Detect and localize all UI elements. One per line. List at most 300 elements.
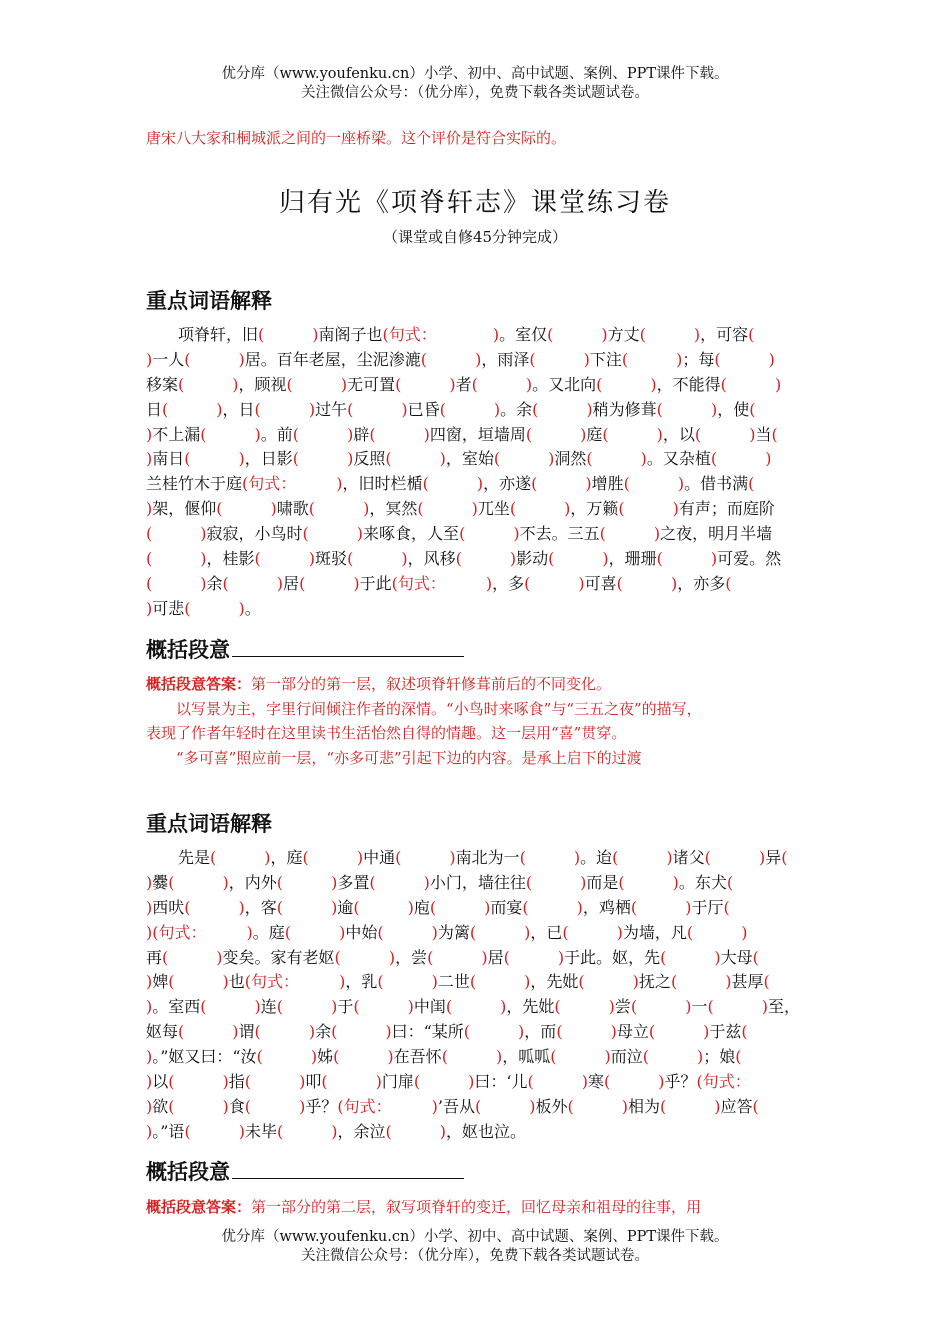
blank-bracket[interactable]: ) [714, 1096, 721, 1116]
blank-bracket[interactable]: ) [222, 972, 229, 992]
blank-bracket[interactable]: ( [618, 499, 625, 519]
blank-bracket[interactable]: ) [146, 1121, 153, 1141]
blank-bracket[interactable]: ) [340, 374, 348, 394]
sentence-pattern-marker: 句式： [397, 573, 438, 593]
blank-bracket[interactable]: ) [557, 947, 565, 967]
blank-bracket[interactable]: ) [697, 1047, 704, 1067]
blank-bracket[interactable]: ) [431, 1096, 438, 1116]
blank-bracket[interactable]: ) [407, 897, 414, 917]
blank-bracket[interactable]: ) [423, 872, 430, 892]
blank-bracket[interactable]: ) [356, 848, 364, 867]
blank-bracket[interactable]: ) [576, 897, 583, 917]
blank-bracket[interactable]: ( [752, 947, 759, 967]
blank-bracket[interactable]: ( [184, 897, 191, 917]
blank-bracket[interactable]: ( [648, 1022, 656, 1042]
blank-bracket[interactable]: ( [244, 1072, 252, 1092]
blank-bracket[interactable]: ( [284, 922, 292, 942]
blank-bracket[interactable]: ) [725, 972, 732, 992]
blank-bracket[interactable]: ( [331, 1022, 338, 1042]
blank-bracket[interactable]: ( [168, 1096, 175, 1116]
blank-bracket[interactable]: ) [146, 449, 153, 469]
blank-bracket[interactable]: ( [222, 573, 229, 593]
blank-bracket[interactable]: ( [178, 1022, 185, 1042]
blank-bracket[interactable]: ) [714, 947, 721, 967]
blank-bracket[interactable]: ) [768, 349, 775, 369]
blank-bracket[interactable]: ) [758, 848, 766, 867]
blank-bracket[interactable]: ( [656, 549, 663, 569]
blank-bracket[interactable]: ) [387, 1047, 394, 1067]
blank-bracket[interactable]: ( [146, 573, 153, 593]
page-footer [0, 1228, 950, 1266]
blank-bracket[interactable]: ) [200, 573, 207, 593]
blank-bracket[interactable]: ( [660, 947, 667, 967]
blank-bracket[interactable]: ( [529, 349, 536, 369]
blank-bracket[interactable]: ) [495, 1047, 503, 1067]
blank-bracket[interactable]: ) [363, 499, 370, 519]
blank-bracket[interactable]: ( [525, 424, 533, 444]
blank-bracket[interactable]: ( [286, 374, 293, 394]
blank-bracket[interactable]: ( [604, 1072, 611, 1092]
blank-bracket[interactable]: ) [640, 449, 647, 469]
blank-bracket[interactable]: ( [292, 424, 300, 444]
blank-bracket[interactable]: ) [741, 922, 748, 942]
blank-bracket[interactable]: ) [407, 997, 414, 1017]
blank-bracket[interactable]: ) [580, 424, 587, 444]
answer-line: 第一部分的第二层，叙写项脊轩的变迁，回忆母亲和祖母的往事，用 [251, 1198, 702, 1216]
blank-bracket[interactable]: ( [184, 598, 191, 618]
blank-bracket[interactable]: ) [509, 549, 517, 569]
blank-bracket[interactable]: ) [388, 947, 396, 967]
blank-bracket[interactable]: ( [686, 922, 694, 942]
blank-bracket[interactable]: ( [532, 399, 539, 419]
blank-bracket[interactable]: ( [548, 549, 555, 569]
blank-bracket[interactable]: ( [720, 374, 727, 394]
blank-bracket[interactable]: ) [621, 1096, 628, 1116]
blank-bracket[interactable]: ( [531, 474, 538, 494]
blank-bracket[interactable]: ( [184, 449, 191, 469]
blank-bracket[interactable]: ( [244, 1096, 252, 1116]
blank-bracket[interactable]: ( [670, 972, 678, 992]
blank-bracket[interactable]: ) [761, 997, 768, 1017]
summary-answer-line[interactable] [232, 1158, 464, 1179]
blank-bracket[interactable]: ) [685, 897, 692, 917]
blank-bracket[interactable]: ) [656, 424, 663, 444]
blank-bracket[interactable]: ) [710, 549, 718, 569]
blank-bracket[interactable]: ( [562, 922, 569, 942]
blank-bracket[interactable]: ( [503, 947, 510, 967]
page-title: 归有光《项脊轩志》课堂练习卷 [278, 188, 671, 218]
blank-bracket[interactable]: ( [439, 399, 446, 419]
blank-bracket[interactable]: ( [369, 872, 376, 892]
blank-bracket[interactable]: ) [331, 997, 338, 1017]
blank-bracket[interactable]: ) [484, 897, 491, 917]
blank-bracket[interactable]: ) [299, 1096, 306, 1116]
blank-bracket[interactable]: ) [485, 573, 493, 593]
blank-bracket[interactable]: ( [152, 922, 159, 942]
blank-bracket[interactable]: ) [439, 449, 446, 469]
blank-bracket[interactable]: ) [548, 449, 555, 469]
blank-bracket[interactable]: ( [353, 897, 360, 917]
blank-bracket[interactable]: ) [610, 1022, 617, 1042]
blank-bracket[interactable]: ) [146, 1072, 153, 1092]
blank-bracket[interactable]: ( [748, 325, 755, 344]
blank-bracket[interactable]: ( [696, 1072, 703, 1092]
blank-bracket[interactable]: ( [596, 374, 603, 394]
blank-bracket[interactable]: ) [583, 349, 590, 369]
blank-bracket[interactable]: ) [299, 1072, 306, 1092]
blank-bracket[interactable]: ) [765, 449, 772, 469]
blank-bracket[interactable]: ) [146, 499, 153, 519]
blank-bracket[interactable]: ( [302, 848, 309, 867]
blank-bracket[interactable]: ( [752, 1096, 759, 1116]
blank-bracket[interactable]: ) [658, 1072, 665, 1092]
blank-bracket[interactable]: ( [168, 1072, 175, 1092]
blank-bracket[interactable]: ) [493, 399, 501, 419]
blank-bracket[interactable]: ( [735, 1047, 742, 1067]
section1-heading: 重点词语解释 [146, 289, 272, 313]
blank-bracket[interactable]: ( [599, 524, 606, 544]
blank-bracket[interactable]: ) [666, 848, 673, 867]
blank-bracket[interactable]: ) [238, 1121, 245, 1141]
blank-bracket[interactable]: ) [693, 325, 701, 344]
blank-bracket[interactable]: ) [703, 1022, 710, 1042]
blank-bracket[interactable]: ( [276, 997, 284, 1017]
blank-bracket[interactable]: ) [385, 1022, 392, 1042]
blank-bracket[interactable]: ) [264, 848, 271, 867]
blank-bracket[interactable]: ( [524, 573, 531, 593]
exercise-line: 再( )变矣。家有老妪( )，尝( )居( )于此。妪，先( )大母( [146, 947, 759, 967]
blank-bracket[interactable]: ) [632, 972, 639, 992]
blank-bracket[interactable]: ) [146, 1096, 153, 1116]
blank-bracket[interactable]: ( [347, 549, 354, 569]
blank-bracket[interactable]: ) [238, 449, 245, 469]
blank-bracket[interactable]: ) [238, 897, 245, 917]
blank-bracket[interactable]: ) [146, 349, 153, 369]
blank-bracket[interactable]: ) [200, 549, 207, 569]
blank-bracket[interactable]: ( [308, 499, 316, 519]
blank-bracket[interactable]: ( [292, 449, 300, 469]
blank-bracket[interactable]: ( [578, 972, 585, 992]
blank-bracket[interactable]: ) [492, 325, 500, 344]
blank-bracket[interactable]: ( [725, 573, 732, 593]
blank-bracket[interactable]: ) [353, 573, 360, 593]
blank-bracket[interactable]: ) [200, 524, 207, 544]
blank-bracket[interactable]: ) [475, 349, 482, 369]
blank-bracket[interactable]: ( [471, 374, 478, 394]
blank-bracket[interactable]: ( [254, 399, 261, 419]
blank-bracket[interactable]: ) [238, 598, 245, 618]
blank-bracket[interactable]: ( [556, 1022, 563, 1042]
blank-bracket[interactable]: ( [704, 848, 711, 867]
blank-bracket[interactable]: ) [578, 573, 585, 593]
blank-bracket[interactable]: ) [586, 399, 593, 419]
blank-bracket[interactable]: ( [741, 1022, 748, 1042]
blank-bracket[interactable]: ) [347, 424, 354, 444]
blank-bracket[interactable]: ( [184, 1121, 191, 1141]
blank-bracket[interactable]: ) [146, 897, 153, 917]
blank-bracket[interactable]: ( [509, 499, 517, 519]
blank-bracket[interactable]: ( [216, 499, 223, 519]
blank-bracket[interactable]: ) [481, 947, 488, 967]
blank-bracket[interactable]: ( [146, 524, 153, 544]
blank-bracket[interactable]: ) [749, 424, 756, 444]
blank-bracket[interactable]: ( [254, 1022, 261, 1042]
blank-bracket[interactable]: ( [781, 848, 788, 867]
blank-bracket[interactable]: ( [391, 573, 398, 593]
blank-bracket[interactable]: ) [308, 1022, 316, 1042]
blank-bracket[interactable]: ( [242, 474, 249, 494]
blank-bracket[interactable]: ) [653, 524, 661, 544]
blank-bracket[interactable]: ( [254, 549, 261, 569]
blank-bracket[interactable]: ) [476, 474, 484, 494]
blank-bracket[interactable]: ) [685, 997, 692, 1017]
blank-bracket[interactable]: ) [146, 922, 153, 942]
blank-bracket[interactable]: ( [377, 922, 384, 942]
blank-bracket[interactable]: ) [312, 325, 319, 344]
exercise-line: )西吠( )，客( )逾( )庖( )而宴( )，鸡栖( )于厅( [146, 897, 730, 917]
blank-bracket[interactable]: ) [525, 374, 533, 394]
blank-bracket[interactable]: ) [423, 424, 430, 444]
blank-bracket[interactable]: ( [612, 848, 619, 867]
summary-answer-line[interactable] [232, 636, 464, 657]
blank-bracket[interactable]: ) [564, 499, 571, 519]
blank-bracket[interactable]: ) [232, 1022, 239, 1042]
blank-bracket[interactable]: ) [676, 349, 683, 369]
blank-bracket[interactable]: ( [642, 1047, 649, 1067]
blank-bracket[interactable]: ) [254, 997, 261, 1017]
exercise-line: )。室西( )连( )于( )中闺( )，先妣( )尝( )一( )至， [146, 997, 800, 1017]
blank-bracket[interactable]: ) [449, 848, 456, 867]
blank-bracket[interactable]: ) [468, 1072, 475, 1092]
blank-bracket[interactable]: ) [331, 897, 338, 917]
blank-bracket[interactable]: ) [331, 1121, 338, 1141]
blank-bracket[interactable]: ( [369, 424, 376, 444]
blank-bracket[interactable]: ( [527, 1072, 534, 1092]
blank-bracket[interactable]: ) [710, 399, 718, 419]
blank-bracket[interactable]: ( [377, 972, 384, 992]
summary-label: 概括段意 [146, 638, 230, 662]
blank-bracket[interactable]: ( [382, 325, 389, 344]
blank-bracket[interactable]: ( [417, 499, 424, 519]
blank-bracket[interactable]: ( [567, 1096, 574, 1116]
sentence-pattern-marker: 句式： [388, 325, 429, 344]
blank-bracket[interactable]: ( [522, 897, 529, 917]
blank-bracket[interactable]: ) [471, 499, 478, 519]
blank-bracket[interactable]: ( [459, 524, 466, 544]
blank-bracket[interactable]: ) [431, 972, 438, 992]
blank-bracket[interactable]: ) [670, 573, 678, 593]
blank-bracket[interactable]: ( [639, 325, 646, 344]
blank-bracket[interactable]: ( [771, 424, 778, 444]
blank-bracket[interactable]: ( [707, 997, 714, 1017]
blank-bracket[interactable]: ( [210, 848, 217, 867]
blank-bracket[interactable]: ( [256, 1047, 263, 1067]
blank-bracket[interactable]: ) [608, 997, 615, 1017]
blank-bracket[interactable]: ) [246, 922, 253, 942]
blank-bracket[interactable]: ( [429, 897, 437, 917]
blank-bracket[interactable]: ) [513, 524, 520, 544]
exercise-line: 先是( )，庭( )中通( )南北为一( )。迨( )诸父( )异( [146, 848, 788, 867]
blank-bracket[interactable]: ) [331, 872, 338, 892]
blank-bracket[interactable]: ) [308, 549, 316, 569]
blank-bracket[interactable]: ( [184, 349, 191, 369]
blank-bracket[interactable]: ) [601, 325, 608, 344]
blank-bracket[interactable]: ) [518, 1022, 525, 1042]
blank-bracket[interactable]: ( [525, 872, 533, 892]
blank-bracket[interactable]: ( [395, 848, 402, 867]
blank-bracket[interactable]: ) [356, 524, 364, 544]
blank-bracket[interactable]: ( [723, 897, 730, 917]
blank-bracket[interactable]: ( [714, 349, 721, 369]
blank-bracket[interactable]: ) [529, 1096, 536, 1116]
blank-bracket[interactable]: ( [333, 1047, 340, 1067]
blank-bracket[interactable]: ( [413, 1072, 421, 1092]
blank-bracket[interactable]: ( [162, 947, 169, 967]
blank-bracket[interactable]: ( [586, 449, 593, 469]
blank-bracket[interactable]: ) [602, 549, 609, 569]
blank-bracket[interactable]: ( [469, 922, 477, 942]
blank-bracket[interactable]: ( [441, 1047, 448, 1067]
blank-bracket[interactable]: ( [178, 374, 185, 394]
blank-bracket[interactable]: ( [519, 848, 526, 867]
blank-bracket[interactable]: ( [726, 872, 734, 892]
blank-bracket[interactable]: ( [276, 897, 284, 917]
blank-bracket[interactable]: ( [385, 449, 392, 469]
blank-bracket[interactable]: ) [216, 399, 223, 419]
blank-bracket[interactable]: ) [222, 1096, 229, 1116]
blank-bracket[interactable]: ) [439, 1121, 447, 1141]
blank-bracket[interactable]: ( [469, 972, 477, 992]
blank-bracket[interactable]: ( [258, 325, 265, 344]
blank-bracket[interactable]: ( [422, 474, 429, 494]
blank-bracket[interactable]: ( [276, 1121, 284, 1141]
blank-bracket[interactable]: ( [547, 325, 554, 344]
blank-bracket[interactable]: ) [276, 573, 284, 593]
blank-bracket[interactable]: ) [449, 374, 456, 394]
blank-bracket[interactable]: ( [334, 947, 341, 967]
blank-bracket[interactable]: ) [500, 997, 507, 1017]
blank-bracket[interactable]: ( [493, 449, 501, 469]
blank-bracket[interactable]: ( [385, 1121, 392, 1141]
blank-bracket[interactable]: ( [630, 997, 638, 1017]
blank-bracket[interactable]: ) [616, 922, 623, 942]
blank-bracket[interactable]: ( [623, 474, 630, 494]
blank-bracket[interactable]: ) [222, 872, 229, 892]
blank-bracket[interactable]: ( [347, 399, 354, 419]
blank-bracket[interactable]: ) [222, 1072, 229, 1092]
blank-bracket[interactable]: ) [581, 1072, 588, 1092]
blank-bracket[interactable]: ( [445, 997, 453, 1017]
blank-bracket[interactable]: ) [650, 374, 657, 394]
blank-bracket[interactable]: ) [677, 474, 685, 494]
blank-bracket[interactable]: ( [427, 947, 434, 967]
blank-bracket[interactable]: ( [616, 573, 623, 593]
blank-bracket[interactable]: ( [749, 399, 756, 419]
blank-bracket[interactable]: ( [146, 549, 153, 569]
blank-bracket[interactable]: ( [299, 573, 306, 593]
footer-line-2: 关注微信公众号：（优分库），免费下载各类试题试卷。 [301, 1248, 649, 1264]
blank-bracket[interactable]: ) [401, 399, 408, 419]
blank-bracket[interactable]: ( [694, 424, 702, 444]
blank-bracket[interactable]: ) [585, 474, 592, 494]
blank-bracket[interactable]: ( [554, 997, 561, 1017]
blank-bracket[interactable]: ( [550, 1047, 557, 1067]
blank-bracket[interactable]: ) [146, 1047, 153, 1067]
blank-bracket[interactable]: ) [375, 1072, 382, 1092]
blank-bracket[interactable]: ) [339, 922, 346, 942]
blank-bracket[interactable]: ) [146, 972, 153, 992]
blank-bracket[interactable]: ) [146, 997, 153, 1017]
blank-bracket[interactable]: ( [353, 997, 360, 1017]
blank-bracket[interactable]: ( [463, 1022, 471, 1042]
header-line-1: 优分库（www.youfenku.cn）小学、初中、高中试题、案例、PPT课件下载。 [221, 66, 729, 82]
blank-bracket[interactable]: ( [618, 872, 625, 892]
blank-bracket[interactable]: ( [337, 1096, 344, 1116]
blank-bracket[interactable]: ) [431, 922, 438, 942]
blank-bracket[interactable]: ( [710, 449, 718, 469]
blank-bracket[interactable]: ( [656, 399, 663, 419]
blank-bracket[interactable]: ( [162, 399, 169, 419]
blank-bracket[interactable]: ) [146, 424, 153, 444]
blank-bracket[interactable]: ) [524, 972, 531, 992]
blank-bracket[interactable]: ) [146, 872, 153, 892]
blank-bracket[interactable]: ) [580, 872, 587, 892]
blank-bracket[interactable]: ) [310, 1047, 318, 1067]
blank-bracket[interactable]: ( [455, 549, 462, 569]
blank-bracket[interactable]: ( [200, 424, 207, 444]
blank-bracket[interactable]: ( [602, 424, 609, 444]
blank-bracket[interactable]: ) [347, 449, 354, 469]
blank-bracket[interactable]: ( [276, 872, 284, 892]
blank-bracket[interactable]: ) [339, 972, 346, 992]
exercise-line: 兰桂竹木于庭(句式： )，旧时栏楯( )，亦遂( )增胜( )。借书满( [146, 474, 755, 494]
blank-bracket[interactable]: ( [200, 997, 207, 1017]
blank-bracket[interactable]: ) [401, 549, 408, 569]
blank-bracket[interactable]: ( [168, 972, 175, 992]
sentence-pattern-marker: 句式： [343, 1096, 384, 1116]
blank-bracket[interactable]: ( [168, 872, 175, 892]
blank-bracket[interactable]: ) [524, 922, 531, 942]
blank-bracket[interactable]: ) [336, 474, 343, 494]
blank-bracket[interactable]: ( [621, 349, 629, 369]
blank-bracket[interactable]: ) [573, 848, 581, 867]
blank-bracket[interactable]: ( [321, 1072, 328, 1092]
blank-bracket[interactable]: ) [216, 947, 223, 967]
blank-bracket[interactable]: ( [395, 374, 402, 394]
blank-bracket[interactable]: ( [748, 474, 755, 494]
exercise-line: 日( )，日( )过午( )已昏( )。余( )稍为修葺( )，使( [146, 399, 756, 419]
answer-line: “多可喜”照应前一层，“亦多可悲”引起下边的内容。是承上启下的过渡 [146, 748, 642, 767]
blank-bracket[interactable]: ) [254, 424, 261, 444]
blank-bracket[interactable]: ) [270, 499, 277, 519]
blank-bracket[interactable]: ( [763, 972, 770, 992]
blank-bracket[interactable]: ) [238, 349, 245, 369]
blank-bracket[interactable]: ( [474, 1096, 482, 1116]
exercise-line: )欲( )食( )乎？(句式： )’吾从( )板外( )相为( )应答( [146, 1096, 759, 1116]
blank-bracket[interactable]: ( [302, 524, 309, 544]
blank-bracket[interactable]: ) [672, 872, 679, 892]
blank-bracket[interactable]: ( [244, 972, 252, 992]
blank-bracket[interactable]: ) [232, 374, 239, 394]
blank-bracket[interactable]: ) [672, 499, 679, 519]
blank-bracket[interactable]: ) [146, 598, 153, 618]
blank-bracket[interactable]: ) [774, 374, 782, 394]
blank-bracket[interactable]: ( [420, 349, 428, 369]
blank-bracket[interactable]: ) [604, 1047, 611, 1067]
blank-bracket[interactable]: ( [630, 897, 638, 917]
blank-bracket[interactable]: ( [660, 1096, 667, 1116]
blank-bracket[interactable]: ) [308, 399, 316, 419]
